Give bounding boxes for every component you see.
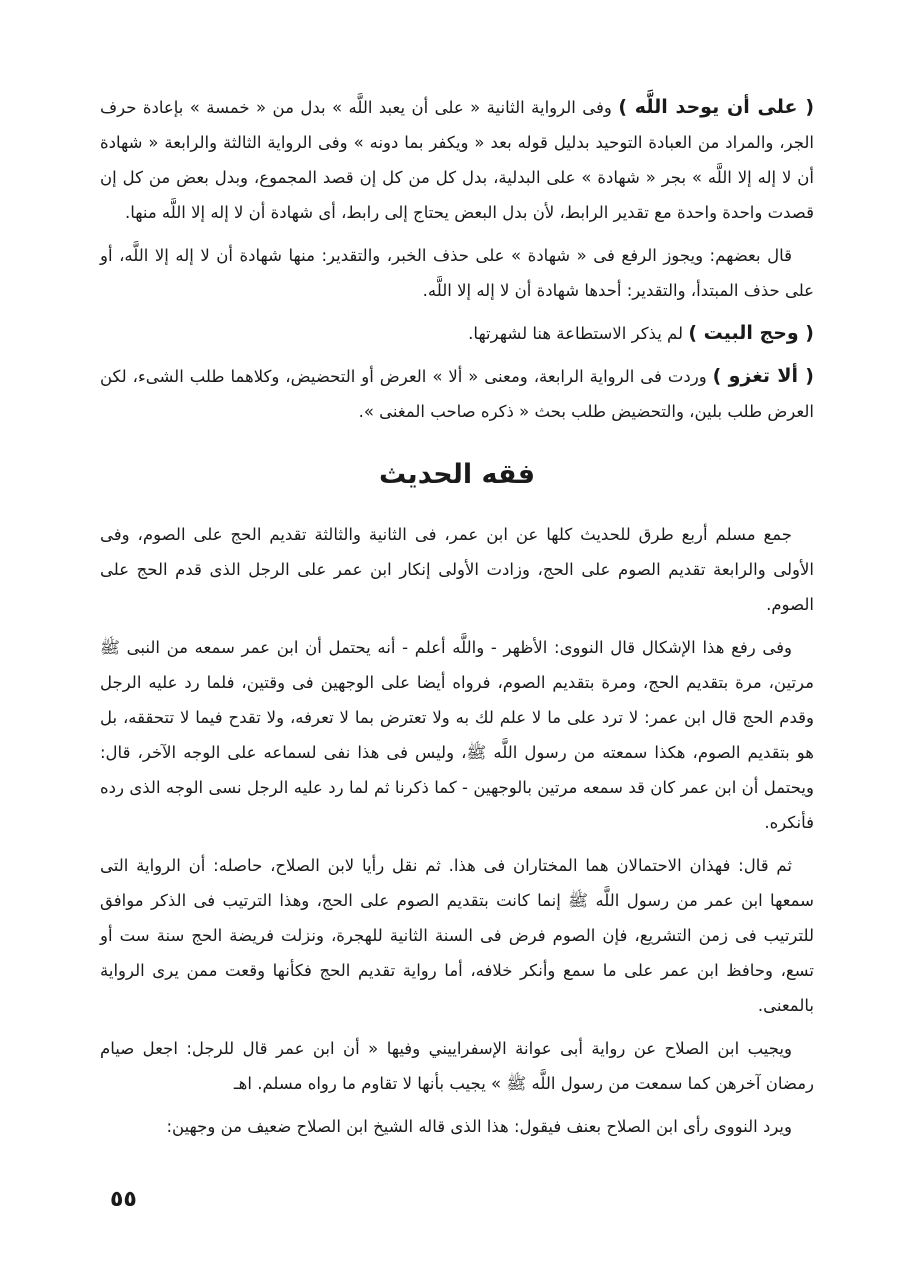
- page-number: ٥٥: [110, 1187, 137, 1212]
- paragraph-text: وردت فى الرواية الرابعة، ومعنى « ألا » العرض أو التحضيض، وكلاهما طلب الشىء، لكن العرض طلب بلين، والتحضيض طلب بحث « ذكره صاحب المغنى ».: [100, 367, 814, 421]
- page-body: [100, 90, 814, 1152]
- paragraph-explanation-2: [100, 238, 814, 308]
- term-heading: ( وحج البيت ): [688, 322, 814, 344]
- term-heading: ( على أن يوحد اللَّه ): [618, 96, 814, 118]
- paragraph-text: لم يذكر الاستطاعة هنا لشهرتها.: [468, 324, 689, 343]
- paragraph-explanation-4: [100, 359, 814, 429]
- term-heading: ( ألا تغزو ): [712, 365, 814, 387]
- section-heading: فقه الحديث: [378, 459, 536, 490]
- paragraph-text: قال بعضهم: ويجوز الرفع فى « شهادة » على حذف الخبر، والتقدير: منها شهادة أن لا إله إلا اللَّه، أو على حذف المبتدأ، والتقدير: أحدها شهادة أن لا إله إلا اللَّه.: [100, 246, 814, 300]
- paragraph-explanation-1: [100, 90, 814, 230]
- paragraph-fiqh-1: جمع مسلم أربع طرق للحديث كلها عن ابن عمر، فى الثانية والثالثة تقديم الحج على الصوم، وفى الأولى والرابعة تقديم الصوم على الحج، وزادت الأولى إنكار ابن عمر على الرجل الذى قدم الحج على الصوم.: [100, 525, 814, 614]
- paragraph-fiqh-3: ثم قال: فهذان الاحتمالان هما المختاران فى هذا. ثم نقل رأيا لابن الصلاح، حاصله: أن الرواية التى سمعها ابن عمر من رسول اللَّه ﷺ إنما كانت بتقديم الصوم على الحج، وهذا الترتيب فى الذكر موافق للترتيب فى زمن التشريع، فإن الصوم فرض فى السنة الثانية للهجرة، ونزلت فريضة الحج سنة ست أو تسع، وحافظ ابن عمر على ما سمع وأنكر خلافه، أما رواية تقديم الحج فكأنها وقعت ممن يرى الرواية بالمعنى.: [100, 856, 814, 1015]
- paragraph-explanation-3: [100, 316, 814, 351]
- paragraph-text: وفى الرواية الثانية « على أن يعبد اللَّه » بدل من « خمسة » بإعادة حرف الجر، والمراد من العبادة التوحيد بدليل قوله بعد « ويكفر بما دونه » وفى الرواية الثالثة والرابعة « شهادة أن لا إله إلا اللَّه » بجر « شهادة » على البدلية، بدل كل من كل إن قصد المجموع، وبدل بعض من كل إن قصدت واحدة واحدة مع تقدير الرابط، لأن بدل البعض يحتاج إلى رابط، أى شهادة أن لا إله إلا اللَّه منها.: [100, 98, 814, 222]
- paragraph-fiqh-5: ويرد النووى رأى ابن الصلاح بعنف فيقول: هذا الذى قاله الشيخ ابن الصلاح ضعيف من وجهين:: [166, 1117, 792, 1136]
- paragraph-fiqh-4: ويجيب ابن الصلاح عن رواية أبى عوانة الإسفراييني وفيها « أن ابن عمر قال للرجل: اجعل صيام رمضان آخرهن كما سمعت من رسول اللَّه ﷺ » يجيب بأنها لا تقاوم ما رواه مسلم. اهـ: [100, 1039, 814, 1093]
- paragraph-fiqh-2: وفى رفع هذا الإشكال قال النووى: الأظهر - واللَّه أعلم - أنه يحتمل أن ابن عمر سمعه من النبى ﷺ مرتين، مرة بتقديم الحج، ومرة بتقديم الصوم، فرواه أيضا على الوجهين فى وقتين، فلما رد عليه الرجل وقدم الحج قال ابن عمر: لا ترد على ما لا علم لك به ولا تعترض بما لا تعرفه، ولا تقدح فيما لا تتحققه، بل هو بتقديم الصوم، هكذا سمعته من رسول اللَّه ﷺ، وليس فى هذا نفى لسماعه على الوجه الآخر، قال: ويحتمل أن ابن عمر كان قد سمعه مرتين بالوجهين - كما ذكرنا ثم لما رد عليه الرجل نسى الوجه الذى رده فأنكره.: [100, 638, 814, 832]
